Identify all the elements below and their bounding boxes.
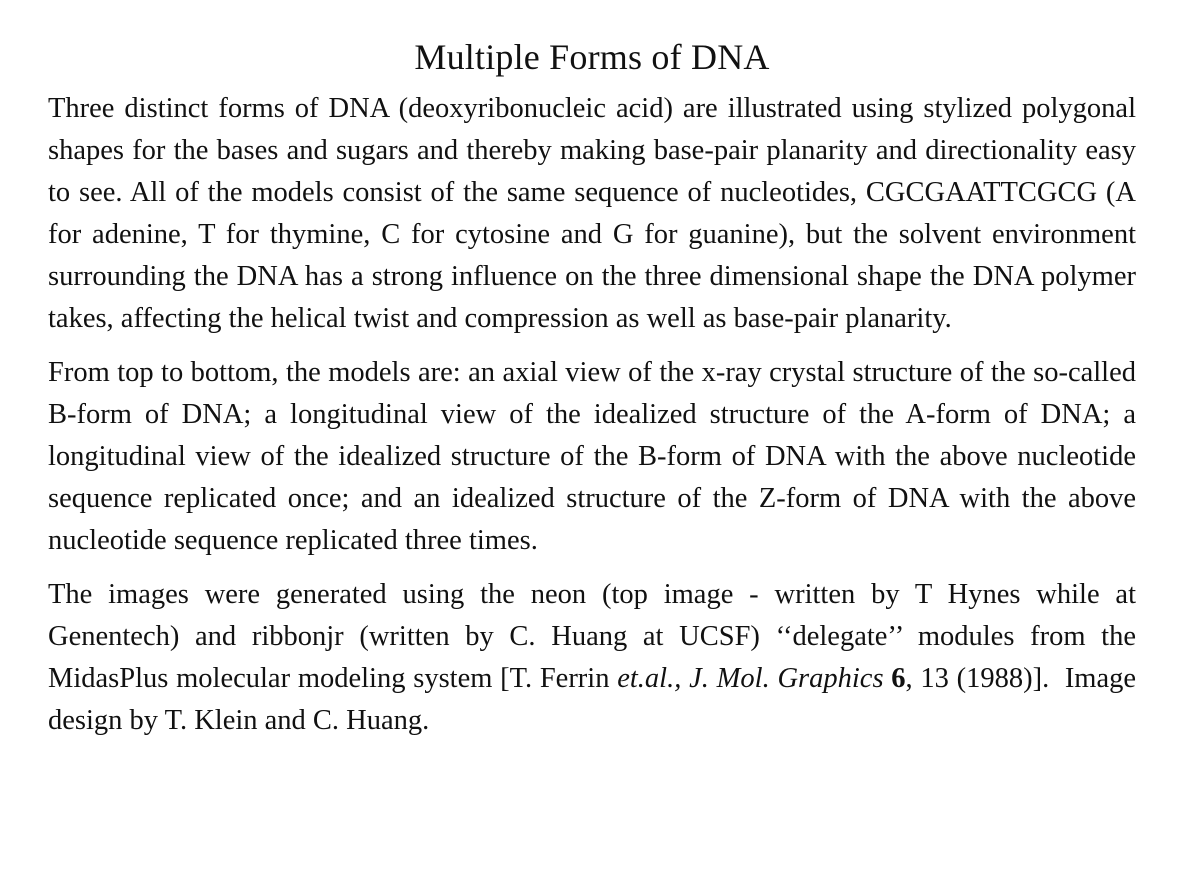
document-title: Multiple Forms of DNA (414, 37, 770, 77)
citation-et-al: et.al., (617, 663, 682, 694)
document-page (48, 36, 1136, 742)
citation-pages-year: , 13 (1988)]. (905, 663, 1050, 694)
paragraph-intro: Three distinct forms of DNA (deoxyribonucleic acid) are illustrated using stylized polygonal shapes for the bases and sugars and thereby making base-pair planarity and directionality easy to see. All of the models consist of the same sequence of nucleotides, CGCGAATTCGCG (A for adenine, T for thymine, C for cytosine and G for guanine), but the solvent environment surrounding the DNA has a strong influence on the three dimensional shape the DNA polymer takes, affecting the helical twist and compression as well as base-pair planarity. (48, 93, 1136, 334)
paragraph-credits (48, 574, 1136, 742)
paragraph-models: From top to bottom, the models are: an axial view of the x-ray crystal structure of the so-called B-form of DNA; a longitudinal view of the idealized structure of the A-form of DNA; a longitudinal view of the idealized structure of the B-form of DNA with the above nucleotide sequence replicated once; and an idealized structure of the Z-form of DNA with the above nucleotide sequence replicated three times. (48, 357, 1136, 556)
citation-journal: J. Mol. Graphics (689, 663, 884, 694)
citation-volume: 6 (891, 663, 906, 694)
image-design-credit: Image design by T. Klein and C. Huang. (48, 663, 1137, 736)
credits-text: The images were generated using the neon (top image - written by T Hynes while at Genentech) and ribbonjr (written by C. Huang at UCSF) ‘‘delegate’’ modules from the MidasPlus molecular modeling system [T. Ferrin (48, 579, 1136, 694)
